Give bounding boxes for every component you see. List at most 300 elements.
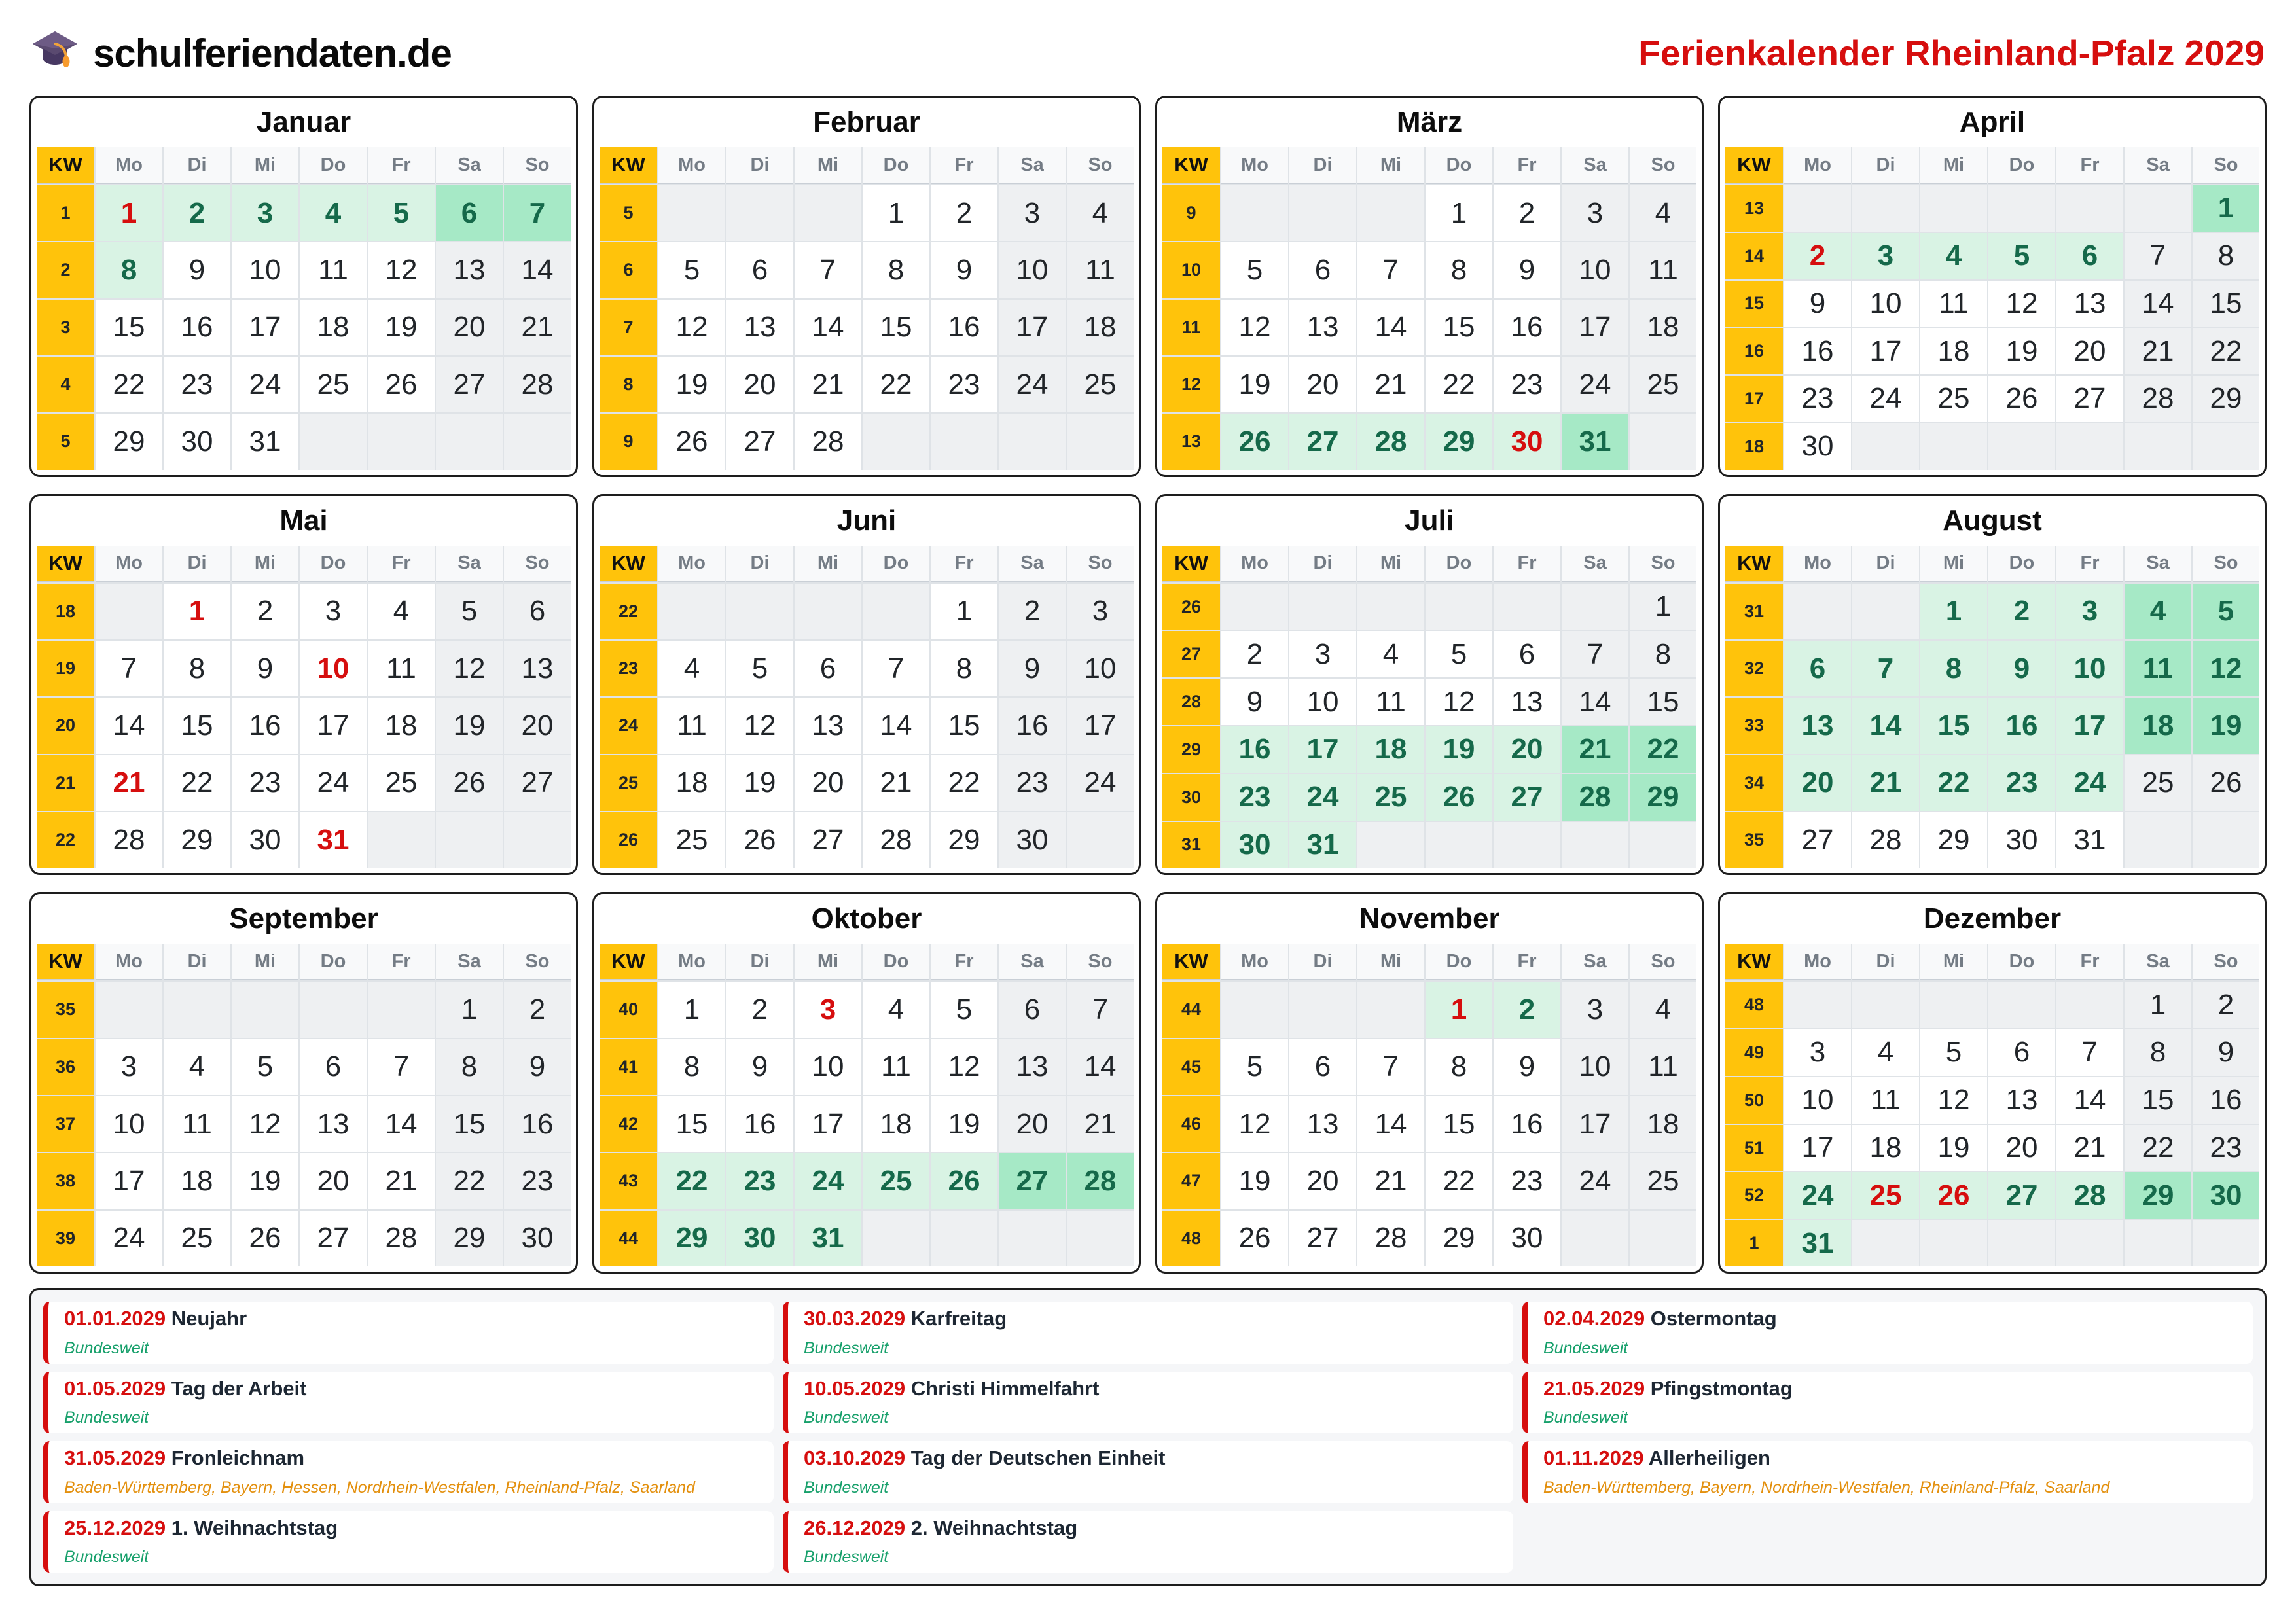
day-cell: 21 — [504, 300, 571, 355]
day-cell: 15 — [2193, 281, 2259, 327]
day-cell: 17 — [1562, 300, 1628, 355]
day-cell: 14 — [504, 242, 571, 298]
weekday-header-mo: Mo — [1784, 944, 1851, 980]
day-cell: 17 — [1784, 1125, 1851, 1171]
day-cell: 11 — [658, 698, 725, 753]
weekday-header-di: Di — [1289, 546, 1356, 582]
kw-header-cell: KW — [600, 147, 657, 184]
holiday-date: 01.01.2029 — [64, 1307, 166, 1330]
day-cell: 18 — [300, 300, 367, 355]
day-cell — [96, 584, 162, 639]
day-cell — [795, 584, 861, 639]
holiday-date: 10.05.2029 — [804, 1376, 906, 1400]
day-cell — [931, 1211, 997, 1266]
day-cell: 21 — [1067, 1096, 1134, 1152]
day-cell: 30 — [164, 414, 230, 469]
day-cell: 30 — [1988, 812, 2055, 868]
legend-entry — [1522, 1372, 2253, 1434]
day-cell: 20 — [726, 357, 793, 412]
day-cell: 4 — [2125, 584, 2191, 639]
day-cell: 18 — [1067, 300, 1134, 355]
kw-cell: 31 — [1725, 584, 1783, 639]
weekday-header-fr: Fr — [368, 944, 435, 980]
weekday-header-mi: Mi — [795, 546, 861, 582]
weekday-header-fr: Fr — [931, 944, 997, 980]
day-cell: 14 — [2056, 1077, 2123, 1124]
day-cell: 29 — [96, 414, 162, 469]
weekday-header-do: Do — [300, 147, 367, 184]
day-cell: 9 — [504, 1039, 571, 1095]
day-cell: 1 — [1630, 584, 1696, 630]
kw-header-cell: KW — [1162, 147, 1220, 184]
day-cell: 9 — [1494, 242, 1560, 298]
day-cell: 23 — [2193, 1125, 2259, 1171]
day-cell: 12 — [368, 242, 435, 298]
day-cell: 26 — [1426, 774, 1492, 821]
day-cell: 5 — [726, 641, 793, 696]
day-cell: 16 — [232, 698, 298, 753]
months-grid — [29, 96, 2267, 1274]
day-cell: 10 — [1067, 641, 1134, 696]
day-cell: 28 — [1357, 1211, 1424, 1266]
day-cell: 28 — [2056, 1172, 2123, 1219]
kw-cell: 22 — [600, 584, 657, 639]
day-cell: 23 — [1988, 755, 2055, 811]
day-cell: 7 — [795, 242, 861, 298]
day-cell: 18 — [863, 1096, 929, 1152]
weekday-header-fr: Fr — [1494, 944, 1560, 980]
day-cell: 15 — [1630, 679, 1696, 725]
day-cell: 19 — [2193, 698, 2259, 753]
day-cell: 31 — [1784, 1220, 1851, 1266]
day-cell: 19 — [1221, 1153, 1288, 1209]
day-cell: 22 — [1630, 726, 1696, 773]
day-cell: 19 — [1426, 726, 1492, 773]
day-cell: 11 — [1357, 679, 1424, 725]
holiday-date: 03.10.2029 — [804, 1446, 906, 1470]
holiday-date: 01.11.2029 — [1543, 1446, 1644, 1470]
day-cell — [1357, 185, 1424, 241]
day-cell: 10 — [96, 1096, 162, 1152]
day-cell: 28 — [96, 812, 162, 868]
day-cell: 11 — [1852, 1077, 1919, 1124]
day-cell: 28 — [795, 414, 861, 469]
kw-header-cell: KW — [1162, 546, 1220, 582]
day-cell — [1784, 982, 1851, 1028]
kw-cell: 48 — [1162, 1211, 1220, 1266]
day-cell: 13 — [1289, 300, 1356, 355]
day-cell: 25 — [368, 755, 435, 811]
holiday-title-line — [64, 1308, 758, 1330]
day-cell: 12 — [1221, 300, 1288, 355]
day-cell: 2 — [999, 584, 1066, 639]
day-cell: 11 — [863, 1039, 929, 1095]
day-cell: 1 — [2125, 982, 2191, 1028]
day-cell: 24 — [999, 357, 1066, 412]
day-cell: 18 — [658, 755, 725, 811]
weekday-header-fr: Fr — [368, 546, 435, 582]
day-cell: 8 — [164, 641, 230, 696]
day-cell: 29 — [2193, 376, 2259, 422]
day-cell: 10 — [1562, 242, 1628, 298]
month-grid — [1162, 147, 1696, 470]
day-cell: 1 — [96, 185, 162, 241]
month-title: Juli — [1405, 504, 1454, 537]
day-cell — [1784, 185, 1851, 232]
day-cell: 25 — [1852, 1172, 1919, 1219]
kw-cell: 13 — [1162, 414, 1220, 469]
day-cell — [1494, 822, 1560, 868]
day-cell — [300, 414, 367, 469]
day-cell: 4 — [300, 185, 367, 241]
weekday-header-fr: Fr — [1494, 546, 1560, 582]
day-cell: 27 — [1988, 1172, 2055, 1219]
day-cell: 28 — [1067, 1153, 1134, 1209]
day-cell: 15 — [164, 698, 230, 753]
kw-cell: 46 — [1162, 1096, 1220, 1152]
day-cell: 15 — [1426, 300, 1492, 355]
weekday-header-di: Di — [1852, 944, 1919, 980]
kw-cell: 5 — [37, 414, 94, 469]
kw-cell: 19 — [37, 641, 94, 696]
day-cell: 17 — [1067, 698, 1134, 753]
weekday-header-di: Di — [726, 546, 793, 582]
day-cell: 6 — [2056, 233, 2123, 279]
day-cell — [1562, 822, 1628, 868]
day-cell: 12 — [658, 300, 725, 355]
day-cell: 30 — [504, 1211, 571, 1266]
kw-cell: 29 — [1162, 726, 1220, 773]
day-cell — [1357, 584, 1424, 630]
kw-cell: 35 — [37, 982, 94, 1037]
day-cell: 28 — [504, 357, 571, 412]
kw-cell: 12 — [1162, 357, 1220, 412]
day-cell: 8 — [1630, 631, 1696, 677]
day-cell: 22 — [863, 357, 929, 412]
holiday-title-line — [804, 1447, 1498, 1469]
day-cell: 2 — [164, 185, 230, 241]
day-cell: 21 — [368, 1153, 435, 1209]
day-cell: 10 — [232, 242, 298, 298]
day-cell: 29 — [1426, 1211, 1492, 1266]
day-cell — [504, 812, 571, 868]
day-cell: 28 — [1357, 414, 1424, 469]
month-grid — [37, 546, 571, 868]
kw-header-cell: KW — [1725, 944, 1783, 980]
day-cell: 19 — [436, 698, 503, 753]
day-cell: 17 — [1289, 726, 1356, 773]
day-cell: 31 — [232, 414, 298, 469]
day-cell: 20 — [795, 755, 861, 811]
day-cell: 7 — [1357, 242, 1424, 298]
holiday-regions: Baden-Württemberg, Bayern, Hessen, Nordrhein-Westfalen, Rheinland-Pfalz, Saarland — [64, 1478, 695, 1497]
day-cell: 19 — [232, 1153, 298, 1209]
day-cell: 21 — [795, 357, 861, 412]
weekday-header-sa: Sa — [436, 944, 503, 980]
day-cell: 13 — [1988, 1077, 2055, 1124]
month-grid — [1725, 546, 2259, 868]
day-cell: 4 — [1357, 631, 1424, 677]
day-cell — [1067, 1211, 1134, 1266]
day-cell — [1067, 414, 1134, 469]
holiday-regions: Bundesweit — [804, 1408, 889, 1427]
month-title: November — [1359, 902, 1500, 935]
day-cell: 20 — [1289, 357, 1356, 412]
day-cell: 25 — [1357, 774, 1424, 821]
month-card-november — [1155, 892, 1704, 1274]
day-cell — [1852, 423, 1919, 470]
weekday-header-fr: Fr — [2056, 546, 2123, 582]
legend-entry — [783, 1302, 1513, 1364]
holiday-title-line — [804, 1517, 1498, 1539]
month-card-januar — [29, 96, 578, 477]
holiday-date: 26.12.2029 — [804, 1516, 906, 1539]
weekday-header-mo: Mo — [1784, 546, 1851, 582]
weekday-header-mo: Mo — [658, 546, 725, 582]
day-cell: 17 — [1562, 1096, 1628, 1152]
day-cell — [1630, 822, 1696, 868]
day-cell: 14 — [863, 698, 929, 753]
weekday-header-mo: Mo — [96, 944, 162, 980]
day-cell — [2056, 423, 2123, 470]
day-cell: 10 — [1562, 1039, 1628, 1095]
kw-cell: 49 — [1725, 1029, 1783, 1076]
day-cell: 12 — [232, 1096, 298, 1152]
day-cell: 13 — [300, 1096, 367, 1152]
day-cell: 19 — [368, 300, 435, 355]
day-cell: 12 — [2193, 641, 2259, 696]
day-cell: 11 — [1067, 242, 1134, 298]
day-cell: 23 — [726, 1153, 793, 1209]
day-cell: 3 — [1562, 982, 1628, 1037]
day-cell: 4 — [1630, 982, 1696, 1037]
weekday-header-di: Di — [726, 944, 793, 980]
kw-cell: 18 — [1725, 423, 1783, 470]
kw-header-cell: KW — [37, 944, 94, 980]
day-cell: 10 — [795, 1039, 861, 1095]
day-cell: 16 — [726, 1096, 793, 1152]
kw-cell: 36 — [37, 1039, 94, 1095]
month-card-februar — [592, 96, 1141, 477]
day-cell — [1988, 423, 2055, 470]
day-cell: 27 — [300, 1211, 367, 1266]
day-cell: 25 — [300, 357, 367, 412]
kw-cell: 3 — [37, 300, 94, 355]
weekday-header-di: Di — [164, 546, 230, 582]
day-cell: 8 — [2125, 1029, 2191, 1076]
day-cell: 25 — [863, 1153, 929, 1209]
day-cell — [658, 185, 725, 241]
weekday-header-so: So — [1630, 147, 1696, 184]
day-cell: 5 — [2193, 584, 2259, 639]
kw-cell: 13 — [1725, 185, 1783, 232]
day-cell: 22 — [1426, 357, 1492, 412]
month-card-maerz — [1155, 96, 1704, 477]
day-cell: 10 — [999, 242, 1066, 298]
month-title: Oktober — [811, 902, 922, 935]
kw-cell: 47 — [1162, 1153, 1220, 1209]
month-grid — [1162, 944, 1696, 1266]
day-cell: 31 — [2056, 812, 2123, 868]
kw-cell: 40 — [600, 982, 657, 1037]
kw-header-cell: KW — [1725, 147, 1783, 184]
legend-entry — [43, 1511, 774, 1573]
day-cell — [2056, 185, 2123, 232]
legend-empty-slot — [1522, 1511, 2253, 1573]
day-cell: 11 — [368, 641, 435, 696]
month-title: August — [1943, 504, 2042, 537]
day-cell: 31 — [795, 1211, 861, 1266]
day-cell: 13 — [436, 242, 503, 298]
holiday-name: 2. Weihnachtstag — [905, 1516, 1078, 1539]
weekday-header-do: Do — [300, 944, 367, 980]
day-cell — [1426, 584, 1492, 630]
day-cell: 3 — [999, 185, 1066, 241]
day-cell: 3 — [1067, 584, 1134, 639]
weekday-header-do: Do — [1426, 546, 1492, 582]
day-cell: 1 — [931, 584, 997, 639]
holiday-name: Allerheiligen — [1643, 1446, 1770, 1470]
day-cell: 16 — [931, 300, 997, 355]
day-cell: 1 — [164, 584, 230, 639]
kw-cell: 45 — [1162, 1039, 1220, 1095]
day-cell: 1 — [863, 185, 929, 241]
holiday-title-line — [1543, 1378, 2237, 1400]
day-cell: 27 — [504, 755, 571, 811]
legend-entry — [1522, 1302, 2253, 1364]
day-cell — [1221, 584, 1288, 630]
day-cell: 5 — [1221, 242, 1288, 298]
kw-cell: 34 — [1725, 755, 1783, 811]
month-card-august — [1718, 494, 2267, 876]
day-cell — [1988, 982, 2055, 1028]
day-cell: 24 — [1067, 755, 1134, 811]
month-title: Dezember — [1923, 902, 2062, 935]
day-cell: 19 — [1988, 328, 2055, 374]
month-grid — [600, 944, 1134, 1266]
day-cell: 18 — [1920, 328, 1987, 374]
day-cell: 18 — [164, 1153, 230, 1209]
holiday-date: 31.05.2029 — [64, 1446, 166, 1470]
day-cell: 14 — [1067, 1039, 1134, 1095]
day-cell: 4 — [1852, 1029, 1919, 1076]
day-cell: 27 — [726, 414, 793, 469]
day-cell: 3 — [96, 1039, 162, 1095]
legend-entry — [783, 1372, 1513, 1434]
day-cell: 5 — [1920, 1029, 1987, 1076]
day-cell — [863, 1211, 929, 1266]
day-cell: 18 — [1630, 300, 1696, 355]
month-card-dezember — [1718, 892, 2267, 1274]
day-cell: 15 — [658, 1096, 725, 1152]
legend-entry — [783, 1511, 1513, 1573]
kw-cell: 44 — [600, 1211, 657, 1266]
holiday-regions: Bundesweit — [64, 1548, 149, 1567]
holiday-legend — [29, 1288, 2267, 1586]
kw-cell: 35 — [1725, 812, 1783, 868]
kw-cell: 50 — [1725, 1077, 1783, 1124]
day-cell: 14 — [2125, 281, 2191, 327]
day-cell: 12 — [1988, 281, 2055, 327]
day-cell — [931, 414, 997, 469]
kw-cell: 39 — [37, 1211, 94, 1266]
day-cell — [1630, 414, 1696, 469]
kw-cell: 20 — [37, 698, 94, 753]
day-cell — [999, 1211, 1066, 1266]
day-cell — [2125, 423, 2191, 470]
day-cell: 8 — [863, 242, 929, 298]
weekday-header-mo: Mo — [1221, 944, 1288, 980]
day-cell: 8 — [1920, 641, 1987, 696]
day-cell: 17 — [795, 1096, 861, 1152]
day-cell: 2 — [232, 584, 298, 639]
kw-cell: 2 — [37, 242, 94, 298]
day-cell: 22 — [1920, 755, 1987, 811]
day-cell — [2193, 1220, 2259, 1266]
day-cell: 15 — [1920, 698, 1987, 753]
day-cell: 7 — [1562, 631, 1628, 677]
day-cell: 25 — [658, 812, 725, 868]
day-cell: 16 — [504, 1096, 571, 1152]
weekday-header-sa: Sa — [2125, 147, 2191, 184]
holiday-title-line — [804, 1308, 1498, 1330]
day-cell: 29 — [436, 1211, 503, 1266]
day-cell: 7 — [368, 1039, 435, 1095]
day-cell: 26 — [931, 1153, 997, 1209]
weekday-header-mi: Mi — [1920, 546, 1987, 582]
weekday-header-mi: Mi — [1357, 147, 1424, 184]
day-cell: 4 — [1920, 233, 1987, 279]
day-cell: 25 — [164, 1211, 230, 1266]
month-card-april — [1718, 96, 2267, 477]
day-cell — [1357, 982, 1424, 1037]
day-cell: 21 — [1357, 1153, 1424, 1209]
day-cell: 31 — [300, 812, 367, 868]
legend-entry — [43, 1302, 774, 1364]
day-cell: 24 — [96, 1211, 162, 1266]
day-cell: 23 — [1494, 357, 1560, 412]
day-cell — [96, 982, 162, 1037]
kw-cell: 31 — [1162, 822, 1220, 868]
weekday-header-di: Di — [164, 944, 230, 980]
month-title: Februar — [813, 106, 920, 138]
day-cell: 20 — [504, 698, 571, 753]
kw-cell: 8 — [600, 357, 657, 412]
day-cell: 30 — [726, 1211, 793, 1266]
day-cell: 22 — [436, 1153, 503, 1209]
day-cell: 31 — [1289, 822, 1356, 868]
weekday-header-so: So — [1630, 944, 1696, 980]
kw-cell: 42 — [600, 1096, 657, 1152]
day-cell: 6 — [504, 584, 571, 639]
day-cell: 11 — [1920, 281, 1987, 327]
day-cell — [1988, 185, 2055, 232]
day-cell: 8 — [2193, 233, 2259, 279]
day-cell: 11 — [300, 242, 367, 298]
day-cell: 2 — [931, 185, 997, 241]
day-cell — [1630, 1211, 1696, 1266]
day-cell: 2 — [1494, 982, 1560, 1037]
day-cell — [2125, 1220, 2191, 1266]
day-cell: 6 — [436, 185, 503, 241]
day-cell: 5 — [658, 242, 725, 298]
month-title: Juni — [836, 504, 897, 537]
day-cell: 27 — [436, 357, 503, 412]
weekday-header-mo: Mo — [658, 944, 725, 980]
holiday-name: Pfingstmontag — [1645, 1376, 1793, 1400]
kw-cell: 18 — [37, 584, 94, 639]
kw-header-cell: KW — [1725, 546, 1783, 582]
